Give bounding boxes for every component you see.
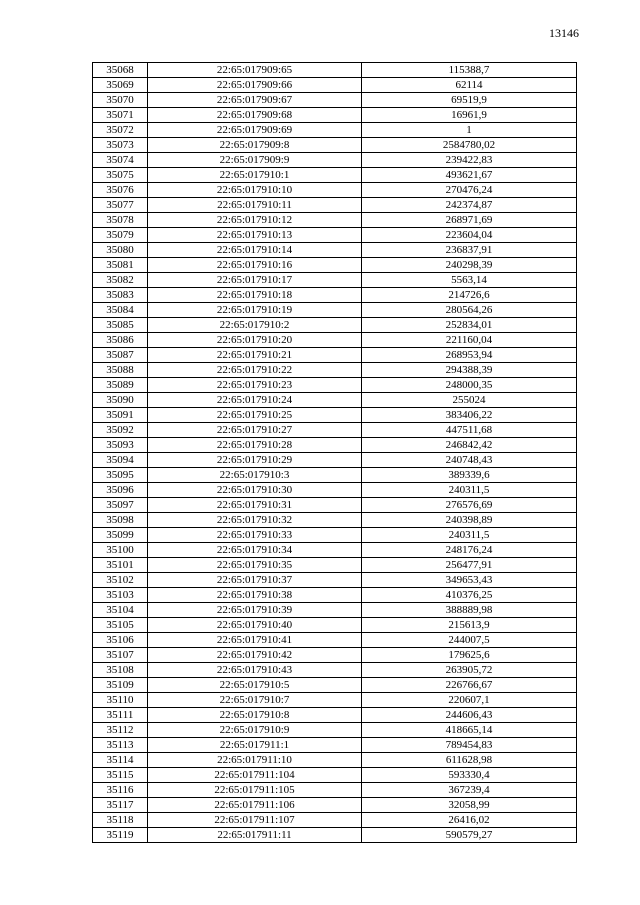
row-number-cell: 35111 <box>93 708 148 723</box>
row-number-cell: 35069 <box>93 78 148 93</box>
value-cell: 294388,39 <box>362 363 577 378</box>
value-cell: 240311,5 <box>362 483 577 498</box>
value-cell: 256477,91 <box>362 558 577 573</box>
row-number-cell: 35094 <box>93 453 148 468</box>
row-number-cell: 35081 <box>93 258 148 273</box>
cadastral-number-cell: 22:65:017910:40 <box>148 618 362 633</box>
page-number: 13146 <box>549 26 579 40</box>
table-row <box>93 768 577 783</box>
cadastral-number-cell: 22:65:017910:25 <box>148 408 362 423</box>
row-number-cell: 35084 <box>93 303 148 318</box>
row-number-cell: 35096 <box>93 483 148 498</box>
table-row <box>93 558 577 573</box>
cadastral-number-cell: 22:65:017910:3 <box>148 468 362 483</box>
value-cell: 215613,9 <box>362 618 577 633</box>
table-row <box>93 483 577 498</box>
table-row <box>93 273 577 288</box>
row-number-cell: 35091 <box>93 408 148 423</box>
cadastral-number-cell: 22:65:017910:14 <box>148 243 362 258</box>
value-cell: 270476,24 <box>362 183 577 198</box>
value-cell: 220607,1 <box>362 693 577 708</box>
value-cell: 789454,83 <box>362 738 577 753</box>
table-row <box>93 663 577 678</box>
table-row <box>93 408 577 423</box>
table-row <box>93 603 577 618</box>
value-cell: 276576,69 <box>362 498 577 513</box>
table-row <box>93 543 577 558</box>
value-cell: 248176,24 <box>362 543 577 558</box>
cadastral-number-cell: 22:65:017910:12 <box>148 213 362 228</box>
table-row <box>93 123 577 138</box>
table-row <box>93 363 577 378</box>
value-cell: 1 <box>362 123 577 138</box>
row-number-cell: 35110 <box>93 693 148 708</box>
row-number-cell: 35107 <box>93 648 148 663</box>
row-number-cell: 35078 <box>93 213 148 228</box>
row-number-cell: 35105 <box>93 618 148 633</box>
cadastral-number-cell: 22:65:017910:20 <box>148 333 362 348</box>
row-number-cell: 35099 <box>93 528 148 543</box>
cadastral-number-cell: 22:65:017910:2 <box>148 318 362 333</box>
row-number-cell: 35073 <box>93 138 148 153</box>
table-row <box>93 78 577 93</box>
value-cell: 62114 <box>362 78 577 93</box>
row-number-cell: 35100 <box>93 543 148 558</box>
row-number-cell: 35106 <box>93 633 148 648</box>
row-number-cell: 35087 <box>93 348 148 363</box>
table-row <box>93 573 577 588</box>
cadastral-number-cell: 22:65:017909:68 <box>148 108 362 123</box>
row-number-cell: 35113 <box>93 738 148 753</box>
table-row <box>93 588 577 603</box>
row-number-cell: 35119 <box>93 828 148 843</box>
value-cell: 115388,7 <box>362 63 577 78</box>
cadastral-number-cell: 22:65:017909:69 <box>148 123 362 138</box>
row-number-cell: 35108 <box>93 663 148 678</box>
cadastral-number-cell: 22:65:017909:65 <box>148 63 362 78</box>
value-cell: 590579,27 <box>362 828 577 843</box>
row-number-cell: 35086 <box>93 333 148 348</box>
table-row <box>93 348 577 363</box>
cadastral-number-cell: 22:65:017910:1 <box>148 168 362 183</box>
cadastral-number-cell: 22:65:017910:10 <box>148 183 362 198</box>
table-row <box>93 738 577 753</box>
table-row <box>93 813 577 828</box>
row-number-cell: 35104 <box>93 603 148 618</box>
cadastral-number-cell: 22:65:017910:9 <box>148 723 362 738</box>
cadastral-number-cell: 22:65:017910:41 <box>148 633 362 648</box>
table-row <box>93 828 577 843</box>
table-row <box>93 528 577 543</box>
table-row <box>93 138 577 153</box>
table-row <box>93 198 577 213</box>
registry-table <box>92 62 577 843</box>
table-row <box>93 708 577 723</box>
cadastral-number-cell: 22:65:017910:28 <box>148 438 362 453</box>
row-number-cell: 35117 <box>93 798 148 813</box>
table-row <box>93 753 577 768</box>
row-number-cell: 35068 <box>93 63 148 78</box>
cadastral-number-cell: 22:65:017910:13 <box>148 228 362 243</box>
table-row <box>93 243 577 258</box>
value-cell: 248000,35 <box>362 378 577 393</box>
value-cell: 268953,94 <box>362 348 577 363</box>
table-row <box>93 783 577 798</box>
table-row <box>93 63 577 78</box>
value-cell: 593330,4 <box>362 768 577 783</box>
cadastral-number-cell: 22:65:017910:42 <box>148 648 362 663</box>
cadastral-number-cell: 22:65:017910:16 <box>148 258 362 273</box>
value-cell: 240311,5 <box>362 528 577 543</box>
value-cell: 244606,43 <box>362 708 577 723</box>
value-cell: 221160,04 <box>362 333 577 348</box>
table-row <box>93 333 577 348</box>
row-number-cell: 35093 <box>93 438 148 453</box>
value-cell: 367239,4 <box>362 783 577 798</box>
row-number-cell: 35071 <box>93 108 148 123</box>
value-cell: 447511,68 <box>362 423 577 438</box>
value-cell: 240398,89 <box>362 513 577 528</box>
row-number-cell: 35074 <box>93 153 148 168</box>
row-number-cell: 35095 <box>93 468 148 483</box>
cadastral-number-cell: 22:65:017910:21 <box>148 348 362 363</box>
cadastral-number-cell: 22:65:017910:24 <box>148 393 362 408</box>
value-cell: 389339,6 <box>362 468 577 483</box>
table-body <box>93 63 577 843</box>
value-cell: 240748,43 <box>362 453 577 468</box>
cadastral-number-cell: 22:65:017910:18 <box>148 288 362 303</box>
value-cell: 388889,98 <box>362 603 577 618</box>
cadastral-number-cell: 22:65:017910:19 <box>148 303 362 318</box>
row-number-cell: 35079 <box>93 228 148 243</box>
row-number-cell: 35082 <box>93 273 148 288</box>
value-cell: 26416,02 <box>362 813 577 828</box>
row-number-cell: 35101 <box>93 558 148 573</box>
cadastral-number-cell: 22:65:017910:7 <box>148 693 362 708</box>
table-row <box>93 213 577 228</box>
row-number-cell: 35098 <box>93 513 148 528</box>
cadastral-number-cell: 22:65:017909:66 <box>148 78 362 93</box>
value-cell: 226766,67 <box>362 678 577 693</box>
row-number-cell: 35115 <box>93 768 148 783</box>
cadastral-number-cell: 22:65:017910:8 <box>148 708 362 723</box>
row-number-cell: 35072 <box>93 123 148 138</box>
table-row <box>93 468 577 483</box>
value-cell: 214726,6 <box>362 288 577 303</box>
table-row <box>93 153 577 168</box>
table-row <box>93 183 577 198</box>
value-cell: 410376,25 <box>362 588 577 603</box>
table-row <box>93 498 577 513</box>
table-row <box>93 648 577 663</box>
value-cell: 246842,42 <box>362 438 577 453</box>
cadastral-number-cell: 22:65:017911:10 <box>148 753 362 768</box>
table-row <box>93 423 577 438</box>
value-cell: 69519,9 <box>362 93 577 108</box>
value-cell: 611628,98 <box>362 753 577 768</box>
cadastral-number-cell: 22:65:017910:23 <box>148 378 362 393</box>
value-cell: 349653,43 <box>362 573 577 588</box>
table-row <box>93 378 577 393</box>
row-number-cell: 35118 <box>93 813 148 828</box>
value-cell: 252834,01 <box>362 318 577 333</box>
table-row <box>93 93 577 108</box>
row-number-cell: 35103 <box>93 588 148 603</box>
cadastral-number-cell: 22:65:017910:35 <box>148 558 362 573</box>
cadastral-number-cell: 22:65:017910:32 <box>148 513 362 528</box>
row-number-cell: 35075 <box>93 168 148 183</box>
cadastral-number-cell: 22:65:017910:33 <box>148 528 362 543</box>
cadastral-number-cell: 22:65:017911:106 <box>148 798 362 813</box>
cadastral-number-cell: 22:65:017909:9 <box>148 153 362 168</box>
table-row <box>93 678 577 693</box>
cadastral-number-cell: 22:65:017910:27 <box>148 423 362 438</box>
row-number-cell: 35116 <box>93 783 148 798</box>
table-row <box>93 168 577 183</box>
value-cell: 268971,69 <box>362 213 577 228</box>
row-number-cell: 35109 <box>93 678 148 693</box>
table-row <box>93 393 577 408</box>
row-number-cell: 35092 <box>93 423 148 438</box>
row-number-cell: 35085 <box>93 318 148 333</box>
cadastral-number-cell: 22:65:017910:30 <box>148 483 362 498</box>
cadastral-number-cell: 22:65:017911:11 <box>148 828 362 843</box>
cadastral-number-cell: 22:65:017909:8 <box>148 138 362 153</box>
table-row <box>93 618 577 633</box>
row-number-cell: 35089 <box>93 378 148 393</box>
table-row <box>93 513 577 528</box>
value-cell: 32058,99 <box>362 798 577 813</box>
value-cell: 493621,67 <box>362 168 577 183</box>
cadastral-number-cell: 22:65:017911:107 <box>148 813 362 828</box>
value-cell: 383406,22 <box>362 408 577 423</box>
cadastral-number-cell: 22:65:017910:39 <box>148 603 362 618</box>
value-cell: 242374,87 <box>362 198 577 213</box>
cadastral-number-cell: 22:65:017910:29 <box>148 453 362 468</box>
cadastral-number-cell: 22:65:017910:11 <box>148 198 362 213</box>
cadastral-number-cell: 22:65:017911:105 <box>148 783 362 798</box>
row-number-cell: 35083 <box>93 288 148 303</box>
value-cell: 236837,91 <box>362 243 577 258</box>
row-number-cell: 35102 <box>93 573 148 588</box>
row-number-cell: 35070 <box>93 93 148 108</box>
cadastral-number-cell: 22:65:017911:104 <box>148 768 362 783</box>
table-row <box>93 633 577 648</box>
row-number-cell: 35097 <box>93 498 148 513</box>
row-number-cell: 35088 <box>93 363 148 378</box>
row-number-cell: 35080 <box>93 243 148 258</box>
row-number-cell: 35090 <box>93 393 148 408</box>
table-row <box>93 693 577 708</box>
cadastral-number-cell: 22:65:017910:22 <box>148 363 362 378</box>
cadastral-number-cell: 22:65:017910:5 <box>148 678 362 693</box>
value-cell: 239422,83 <box>362 153 577 168</box>
table-row <box>93 723 577 738</box>
table-row <box>93 288 577 303</box>
cadastral-number-cell: 22:65:017910:38 <box>148 588 362 603</box>
value-cell: 223604,04 <box>362 228 577 243</box>
value-cell: 244007,5 <box>362 633 577 648</box>
value-cell: 418665,14 <box>362 723 577 738</box>
table-row <box>93 108 577 123</box>
table-row <box>93 228 577 243</box>
table-row <box>93 258 577 273</box>
value-cell: 255024 <box>362 393 577 408</box>
row-number-cell: 35076 <box>93 183 148 198</box>
value-cell: 280564,26 <box>362 303 577 318</box>
table-row <box>93 318 577 333</box>
value-cell: 179625,6 <box>362 648 577 663</box>
cadastral-number-cell: 22:65:017911:1 <box>148 738 362 753</box>
row-number-cell: 35114 <box>93 753 148 768</box>
cadastral-number-cell: 22:65:017909:67 <box>148 93 362 108</box>
value-cell: 5563,14 <box>362 273 577 288</box>
table-row <box>93 438 577 453</box>
row-number-cell: 35112 <box>93 723 148 738</box>
cadastral-number-cell: 22:65:017910:43 <box>148 663 362 678</box>
cadastral-number-cell: 22:65:017910:34 <box>148 543 362 558</box>
cadastral-number-cell: 22:65:017910:31 <box>148 498 362 513</box>
value-cell: 2584780,02 <box>362 138 577 153</box>
value-cell: 263905,72 <box>362 663 577 678</box>
table-row <box>93 453 577 468</box>
table-row <box>93 303 577 318</box>
value-cell: 16961,9 <box>362 108 577 123</box>
value-cell: 240298,39 <box>362 258 577 273</box>
row-number-cell: 35077 <box>93 198 148 213</box>
cadastral-number-cell: 22:65:017910:37 <box>148 573 362 588</box>
cadastral-number-cell: 22:65:017910:17 <box>148 273 362 288</box>
table-row <box>93 798 577 813</box>
